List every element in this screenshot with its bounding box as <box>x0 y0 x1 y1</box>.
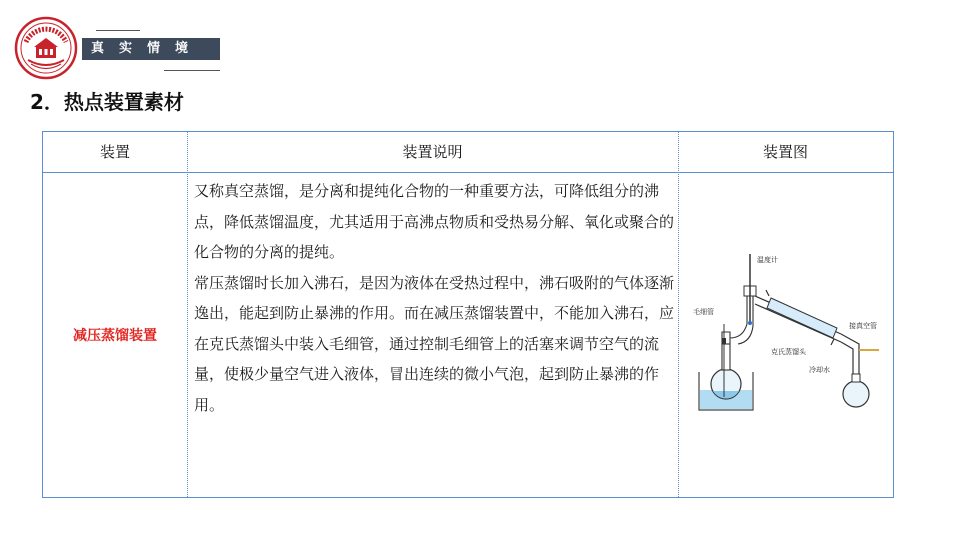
label-claisen-head: 克氏蒸馏头 <box>771 348 806 356</box>
label-thermometer: 温度计 <box>757 256 778 264</box>
claisen-head-icon <box>722 286 756 344</box>
header-description: 装置说明 <box>402 143 463 161</box>
device-table <box>42 131 894 498</box>
school-logo-icon <box>14 16 78 80</box>
receiver-flask-icon <box>841 334 879 407</box>
device-description <box>194 176 676 420</box>
device-name: 减压蒸馏装置 <box>73 328 157 344</box>
description-paragraph: 常压蒸馏时长加入沸石，是因为液体在受热过程中，沸石吸附的气体逐渐逸出，能起到防止暴沸的作用。而在减压蒸馏装置中，不能加入沸石，应在克氏蒸馏头中装入毛细管，通过控制毛细管上的活塞来调节空气的流量，使极少量空气进入液体，冒出连续的微小气泡，起到防止暴沸的作用。 <box>194 273 675 414</box>
label-cooling-water: 冷却水 <box>809 366 830 374</box>
header-rule-top <box>96 30 140 31</box>
label-vacuum: 接真空管 <box>849 322 877 330</box>
distilling-flask-icon <box>711 344 741 399</box>
column-divider <box>678 132 679 497</box>
description-paragraph: 又称真空蒸馏，是分离和提纯化合物的一种重要方法，可降低组分的沸点，降低蒸馏温度，尤其适用于高沸点物质和受热易分解、氧化或聚合的化合物的分离的提纯。 <box>194 182 675 261</box>
header-rule-bottom <box>164 70 220 71</box>
header-diagram: 装置图 <box>762 143 808 161</box>
section-banner: 真实情境 <box>82 38 220 60</box>
condenser-icon <box>755 290 841 345</box>
label-capillary: 毛细管 <box>693 308 714 316</box>
header-device: 装置 <box>99 143 130 161</box>
page-title: 2．热点装置素材 <box>30 90 184 114</box>
vacuum-distillation-diagram <box>691 252 901 417</box>
column-divider <box>187 132 188 497</box>
